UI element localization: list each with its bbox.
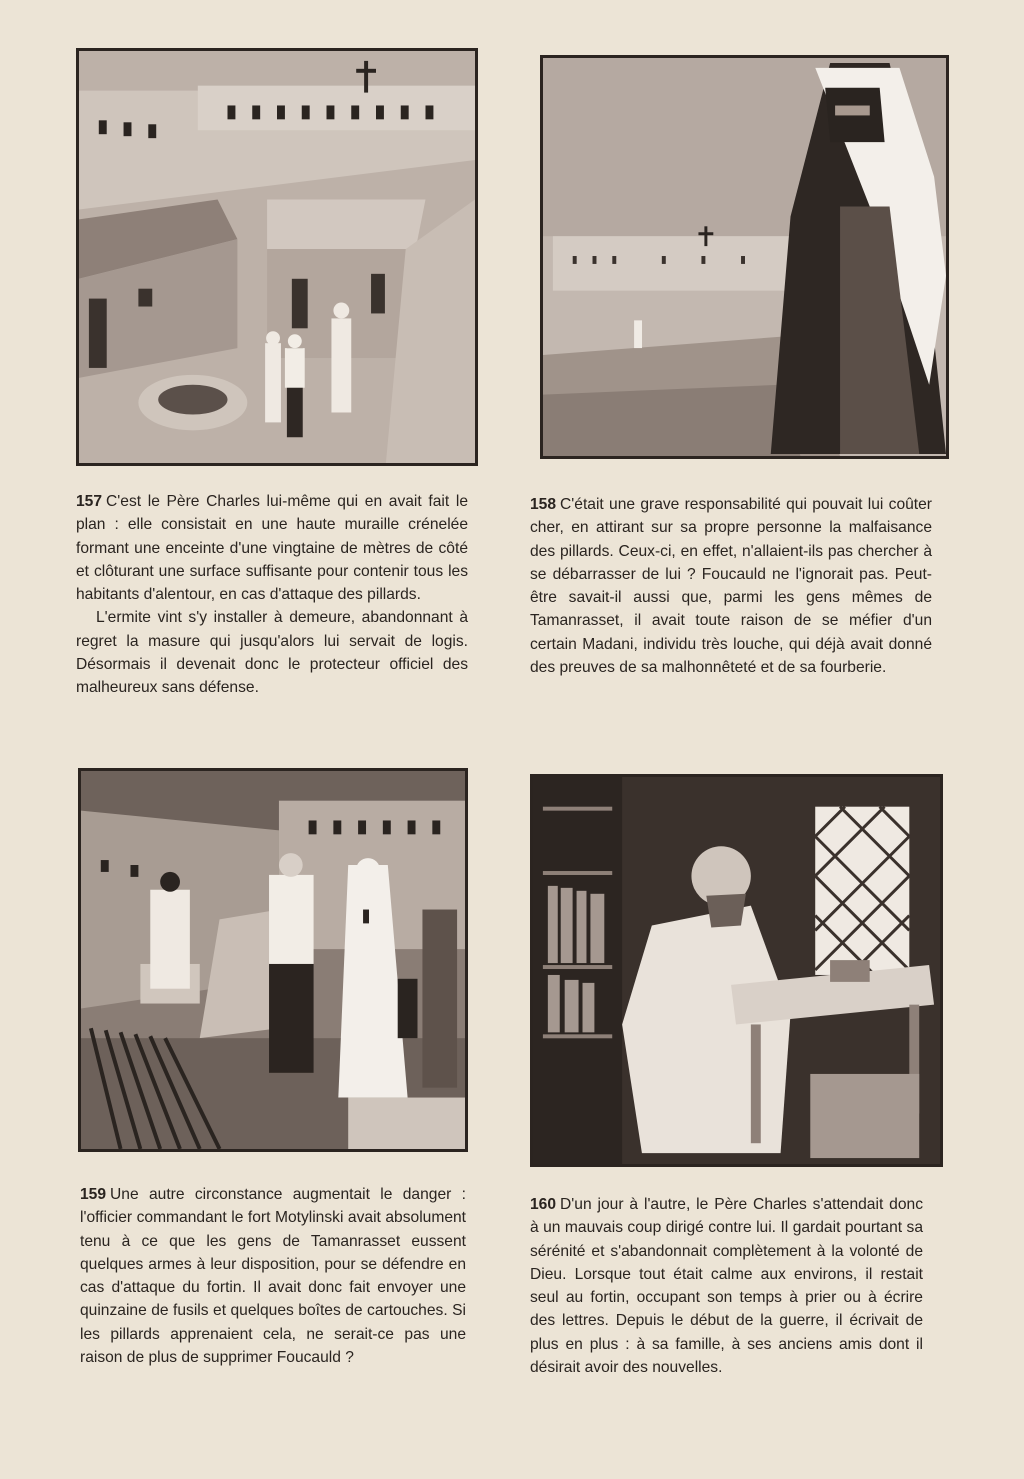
caption-159-paragraph-1 xyxy=(80,1183,466,1369)
caption-160 xyxy=(530,1193,923,1379)
caption-158-paragraph-1 xyxy=(530,493,932,679)
caption-text: Une autre circonstance augmentait le danger : l'officier commandant le fort Motylinski avait absolument tenu à ce que les gens de Tamanrasset eussent quelques armes à leur disposition, pour se défendre en cas d'attaque du fortin. Il avait donc fait envoyer une quinzaine de fusils et quelques boîtes de cartouches. Si les pillards apprenaient cela, ne serait-ce pas une raison de plus de supprimer Foucauld ? xyxy=(80,1186,466,1367)
caption-text: C'est le Père Charles lui-même qui en avait fait le plan : elle consistait en une haute muraille crénelée formant une enceinte d'une vingtaine de mètres de côté et clôturant une surface suffisante pour contenir tous les habitants d'alentour, en cas d'attaque des pillards. xyxy=(76,493,468,604)
illustration-160 xyxy=(530,774,943,1167)
caption-159 xyxy=(80,1183,466,1369)
caption-text: C'était une grave responsabilité qui pouvait lui coûter cher, en attirant sur sa propre personne la malfaisance des pillards. Ceux-ci, en effet, n'allaient-ils pas chercher à se débarrasser de lui ? Foucauld ne l'ignorait pas. Peut-être savait-il aussi que, parmi les gens mêmes de Tamanrasset, il avait toute raison de se méfier d'un certain Madani, individu très louche, qui déjà avait donné des preuves de sa malhonnêteté et de sa fourberie. xyxy=(530,496,932,677)
veiled-figure-drawing xyxy=(543,58,946,456)
illustration-157 xyxy=(76,48,478,466)
fort-enclosure-drawing xyxy=(79,51,475,463)
caption-160-paragraph-1 xyxy=(530,1193,923,1379)
panel-number: 159 xyxy=(80,1186,107,1203)
rifles-scene-drawing xyxy=(81,771,465,1149)
caption-157-paragraph-2: L'ermite vint s'y installer à demeure, abandonnant à regret la masure qui jusqu'alors lui servait de logis. Désormais il devenait donc le protecteur officiel des malheureux sans défense. xyxy=(76,609,468,697)
illustration-158 xyxy=(540,55,949,459)
caption-text: D'un jour à l'autre, le Père Charles s'attendait donc à un mauvais coup dirigé contre lui. Il gardait pourtant sa sérénité et s'abandonnait complètement à la volonté de Dieu. Lorsque tout était calme aux environs, il restait seul au fortin, occupant son temps à prier ou à écrire des lettres. Depuis le début de la guerre, il écrivait de plus en plus : à sa famille, à ses anciens amis dont il désirait avoir des nouvelles. xyxy=(530,1196,923,1377)
caption-157 xyxy=(76,490,468,700)
writing-priest-drawing xyxy=(533,777,940,1164)
caption-157-paragraph-1 xyxy=(76,490,468,606)
panel-number: 158 xyxy=(530,496,557,513)
panel-number: 160 xyxy=(530,1196,557,1213)
illustration-159 xyxy=(78,768,468,1152)
panel-number: 157 xyxy=(76,493,103,510)
caption-158 xyxy=(530,493,932,679)
